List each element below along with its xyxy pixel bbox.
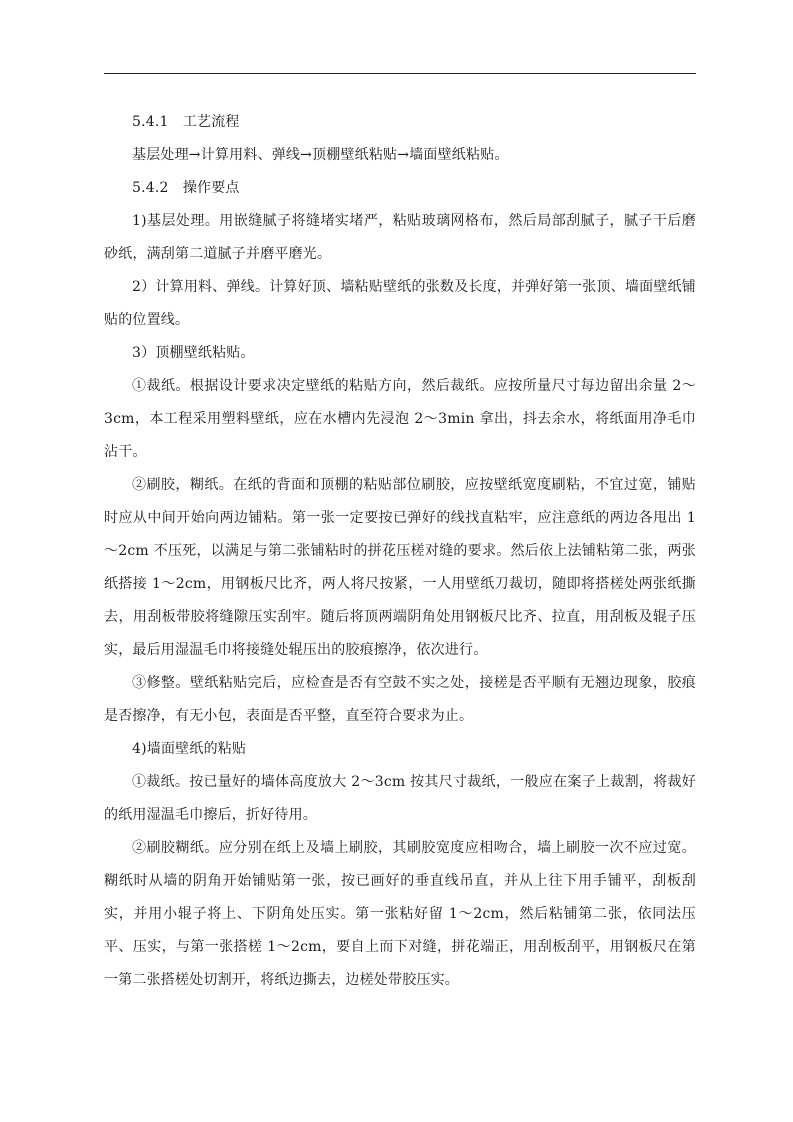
paragraph-ceiling-gluing: ②刷胶，糊纸。在纸的背面和顶棚的粘贴部位刷胶，应按壁纸宽度刷粘，不宜过宽，铺贴时应从中间开始向两边铺粘。第一张一定要按已弹好的线找直粘牢，应注意纸的两边各甩出 1～2cm 不压死，以满足与第二张铺粘时的拼花压槎对缝的要求。然后依上法铺粘第二张，两张纸搭接 1～2cm，用钢板尺比齐，两人将尺按紧，一人用壁纸刀裁切，随即将搭槎处两张纸撕去，用刮板带胶将缝隙压实刮牢。随后将顶两端阴角处用钢板尺比齐、拉直，用刮板及辊子压实，最后用湿温毛巾将接缝处辊压出的胶痕擦净，依次进行。 (104, 477, 696, 658)
header-rule (104, 73, 696, 74)
paragraph-ceiling-heading: 3）顶棚壁纸粘贴。 (132, 345, 255, 361)
paragraph-ceiling-trimming: ③修整。壁纸粘贴完后，应检查是否有空鼓不实之处，接槎是否平顺有无翘边现象，胶痕是否擦净，有无小包，表面是否平整，直至符合要求为止。 (104, 675, 696, 724)
section-heading-5-4-2: 5.4.2 操作要点 (132, 180, 240, 196)
paragraph-base-treatment: 1)基层处理。用嵌缝腻子将缝堵实堵严，粘贴玻璃网格布，然后局部刮腻子，腻子干后磨砂纸，满刮第二道腻子并磨平磨光。 (104, 213, 696, 262)
paragraph-wall-cutting: ①裁纸。按已量好的墙体高度放大 2～3cm 按其尺寸裁纸，一般应在案子上裁割，将裁好的纸用湿温毛巾擦后，折好待用。 (104, 774, 696, 823)
document-body (104, 106, 696, 997)
paragraph-calc-materials: 2）计算用料、弹线。计算好顶、墙粘贴壁纸的张数及长度，并弹好第一张顶、墙面壁纸铺贴的位置线。 (104, 279, 696, 328)
paragraph-wall-gluing: ②刷胶糊纸。应分别在纸上及墙上刷胶，其刷胶宽度应相吻合，墙上刷胶一次不应过宽。糊纸时从墙的阴角开始铺贴第一张，按已画好的垂直线吊直，并从上往下用手铺平，刮板刮实，并用小辊子将上、下阴角处压实。第一张粘好留 1～2cm，然后粘铺第二张，依同法压平、压实，与第一张搭槎 1～2cm，要自上而下对缝，拼花端正，用刮板刮平，用钢板尺在第一第二张搭槎处切割开，将纸边撕去，边槎处带胶压实。 (104, 840, 696, 988)
process-flow: 基层处理→计算用料、弹线→顶棚壁纸粘贴→墙面壁纸粘贴。 (132, 147, 509, 163)
paragraph-wall-heading: 4)墙面壁纸的粘贴 (132, 741, 247, 757)
section-heading-5-4-1: 5.4.1 工艺流程 (132, 114, 240, 130)
paragraph-ceiling-cutting: ①裁纸。根据设计要求决定壁纸的粘贴方向，然后裁纸。应按所量尺寸每边留出余量 2～3cm，本工程采用塑料壁纸，应在水槽内先浸泡 2～3min 拿出，抖去余水，将纸面用净毛巾沾干。 (104, 378, 696, 460)
